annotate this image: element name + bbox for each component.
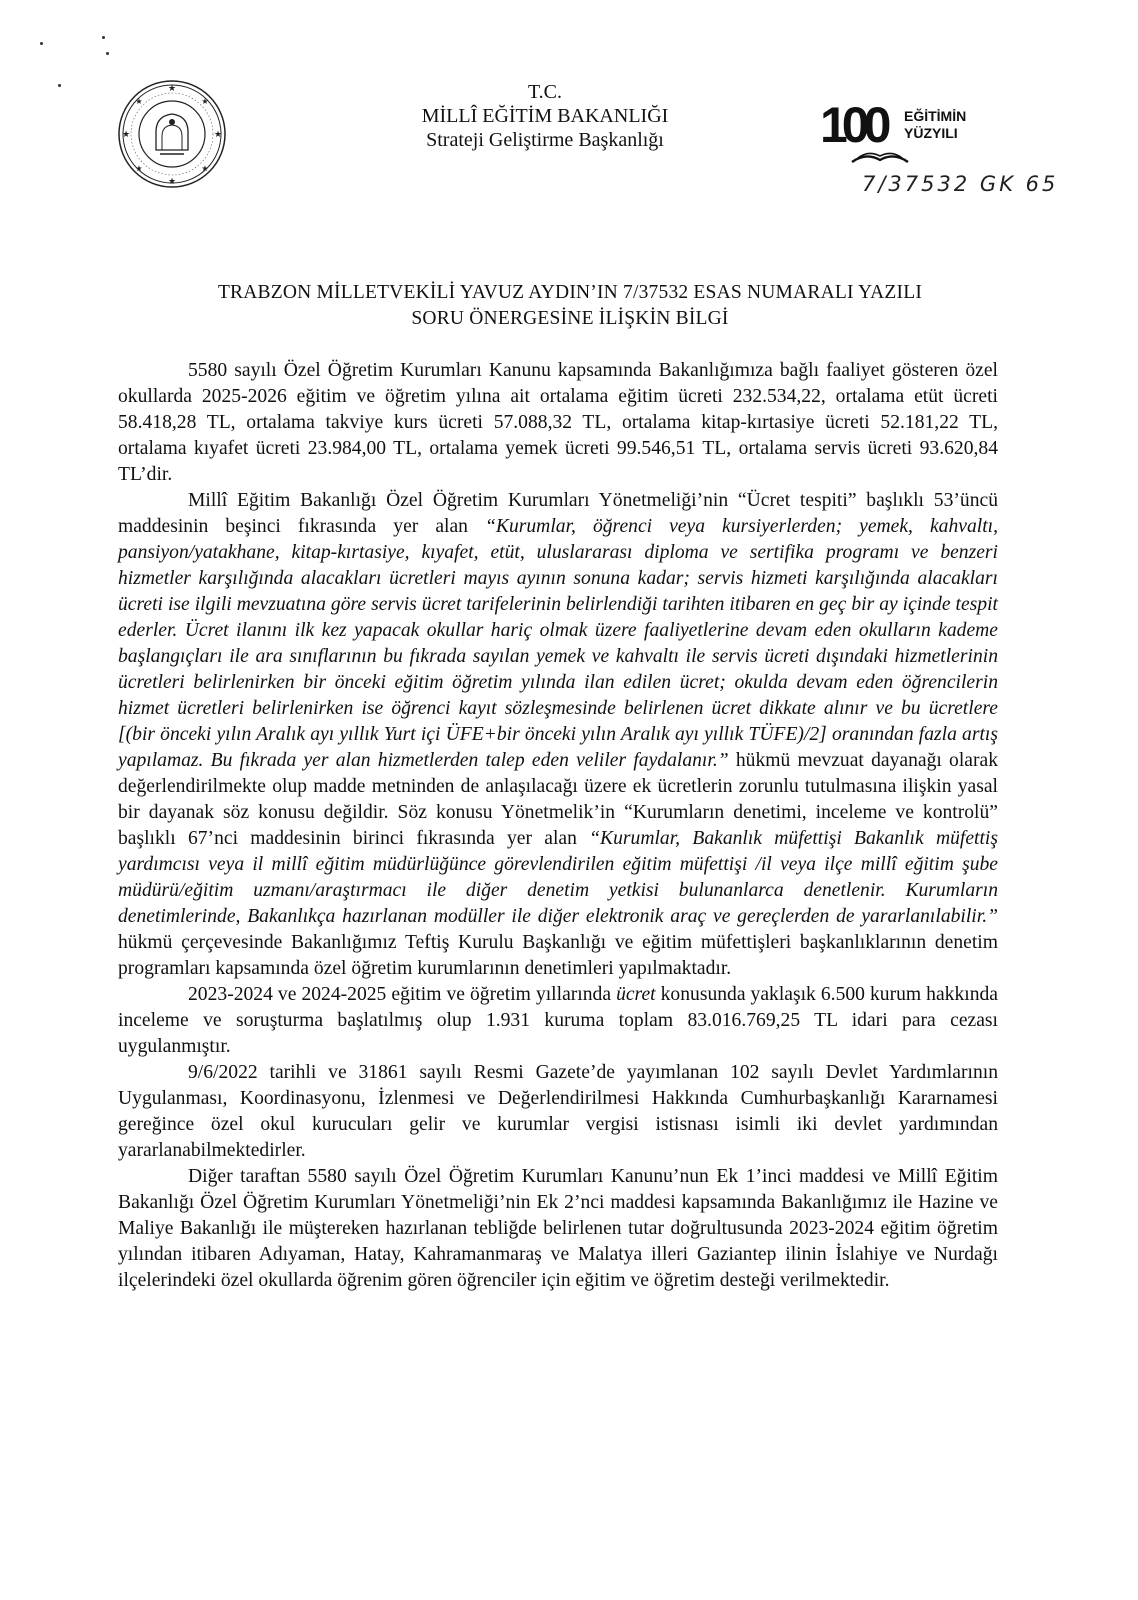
paragraph-regulation — [118, 488, 998, 982]
p2-intro: Millî Eğitim Bakanlığı Özel Öğretim Kurumları Yönetmeliği’nin “Ücret tespiti” başlıklı 53’üncü maddesinin beşinci fıkrasında yer alan — [118, 490, 998, 537]
paragraph-penalties — [118, 982, 998, 1060]
open-book-icon — [850, 148, 910, 164]
paragraph-fees: 5580 sayılı Özel Öğretim Kurumları Kanunu kapsamında Bakanlığımıza bağlı faaliyet gösteren özel okullarda 2025-2026 eğitim ve öğretim yılına ait ortalama eğitim ücreti 232.534,22, ortalama etüt ücreti 58.418,28 TL, ortalama takviye kurs ücreti 57.088,32 TL, ortalama kitap-kırtasiye ücreti 52.181,22 TL, ortalama kıyafet ücreti 23.984,00 TL, ortalama yemek ücreti 99.546,51 TL, ortalama servis ücreti 93.620,84 TL’dir. — [118, 360, 998, 485]
ministry-header — [380, 80, 710, 152]
logo-line1: EĞİTİMİN — [904, 108, 967, 124]
ministry-seal-icon — [116, 78, 228, 190]
logo-line2: YÜZYILI — [904, 125, 958, 141]
paragraph-education-support: Diğer taraftan 5580 sayılı Özel Öğretim Kurumları Kanunu’nun Ek 1’inci maddesi ve Millî Eğitim Bakanlığı Özel Öğretim Kurumları Yönetmeliği’nin Ek 2’nci maddesi kapsamında Bakanlığımız ile Hazine ve Maliye Bakanlığı ile müştereken hazırlanan tebliğde belirlenen tutar doğrultusunda 2023-2024 eğitim öğretim yılından itibaren Adıyaman, Hatay, Kahramanmaraş ve Malatya illeri Gaziantep ilinin İslahiye ve Nurdağı ilçelerindeki özel okullarda öğrenim gören öğrenciler için eğitim ve öğretim desteği verilmektedir. — [118, 1166, 998, 1291]
header-department: Strateji Geliştirme Başkanlığı — [426, 129, 664, 151]
title-line1: TRABZON MİLLETVEKİLİ YAVUZ AYDIN’IN 7/37532 ESAS NUMARALI YAZILI — [217, 282, 923, 303]
svg-text:★: ★ — [135, 164, 143, 173]
handwritten-note: 7/37532 GK 65 — [862, 172, 1059, 196]
svg-text:★: ★ — [213, 129, 223, 139]
logo-text — [904, 108, 966, 142]
svg-text:★: ★ — [201, 97, 209, 106]
p3-italic: ücret — [616, 984, 656, 1005]
title-line2: SORU ÖNERGESİNE İLİŞKİN BİLGİ — [411, 308, 729, 329]
header-ministry: MİLLÎ EĞİTİM BAKANLIĞI — [421, 105, 669, 127]
p2-quote-fees: “Kurumlar, öğrenci veya kursiyerlerden; yemek, kahvaltı, pansiyon/yatakhane, kitap-kırtasiye, kıyafet, etüt, uluslararası diploma ve sertifika programı ve benzeri hizmetler karşılığında alacakları ücretleri mayıs ayının sonuna kadar; servis hizmeti karşılığında alacakları ücreti ise ilgili mevzuatına göre servis ücret tarifelerinin belirlendiği tarihten itibaren en geç bir ay içinde tespit ederler. Ücret ilanını ilk kez yapacak okullar hariç olmak üzere faaliyetlerine devam eden okulların kademe başlangıçları ile ara sınıflarının bu fıkrada sayılan yemek ve kahvaltı ile servis ücreti dışındaki hizmetlerinin ücretleri belirlenirken bir önceki eğitim öğretim yılında ilan edilen ücret; okulda devam eden öğrencilerin hizmet ücretleri belirlenirken ise öğrenci kayıt sözleşmesinde belirlenen ücret dikkate alınır ve bu ücretlere [(bir önceki yılın Aralık ayı yıllık Yurt içi ÜFE+bir önceki yılın Aralık ayı yıllık TÜFE)/2] oranından fazla artış yapılamaz. Bu fıkrada yer alan hizmetlerden talep eden veliler faydalanır.” — [118, 516, 999, 771]
scan-speck — [106, 52, 109, 55]
p2-quote-inspection: “Kurumlar, Bakanlık müfettişi Bakanlık müfettiş yardımcısı veya il millî eğitim müdürlüğünce görevlendirilen eğitim müfettişi /il veya ilçe millî eğitim şube müdürü/eğitim uzmanı/araştırmacı ile diğer denetim yetkisi bulunanlarca denetlenir. Kurumların denetimlerinde, Bakanlıkça hazırlanan modüller ile diğer elektronik araç ve gereçlerden de yararlanılabilir.” — [118, 828, 998, 927]
svg-text:★: ★ — [167, 176, 177, 186]
paragraph-state-aid: 9/6/2022 tarihli ve 31861 sayılı Resmi Gazete’de yayımlanan 102 sayılı Devlet Yardımlarının Uygulanması, Koordinasyonu, İzlenmesi ve Değerlendirilmesi Hakkında Cumhurbaşkanlığı Kararnamesi gereğince özel okul kurucuları gelir ve kurumlar vergisi istisnası isimli iki devlet yardımından yararlanabilmektedirler. — [118, 1062, 998, 1161]
document-title — [110, 280, 1030, 332]
document-body — [118, 358, 998, 1294]
svg-text:★: ★ — [201, 164, 209, 173]
header-tc: T.C. — [527, 81, 563, 103]
p3-end: konusunda yaklaşık 6.500 kurum hakkında inceleme ve soruşturma başlatılmış olup 1.931 kuruma toplam 83.016.769,25 TL idari para cezası uygulanmıştır. — [118, 984, 998, 1057]
centennial-logo — [820, 97, 990, 166]
svg-text:★: ★ — [135, 97, 143, 106]
svg-text:★: ★ — [121, 129, 131, 139]
p2-end: hükmü çerçevesinde Bakanlığımız Teftiş Kurulu Başkanlığı ve eğitim müfettişleri başkanlıklarının denetim programları kapsamında özel öğretim kurumlarının denetimleri yapılmaktadır. — [118, 932, 998, 979]
scan-speck — [58, 84, 61, 87]
p3-start: 2023-2024 ve 2024-2025 eğitim ve öğretim yıllarında — [188, 984, 617, 1005]
svg-text:★: ★ — [167, 83, 177, 93]
scan-speck — [40, 42, 43, 45]
logo-number: 100 — [820, 97, 886, 153]
scan-speck — [102, 36, 105, 39]
p2-middle: hükmü mevzuat dayanağı olarak değerlendirilmekte olup madde metninden de anlaşılacağı üzere ek ücretlerin zorunlu tutulmasına ilişkin yasal bir dayanak söz konusu değildir. Söz konusu Yönetmelik’in “Kurumların denetimi, inceleme ve kontrolü” başlıklı 67’nci maddesinin birinci fıkrasında yer alan — [118, 750, 998, 849]
